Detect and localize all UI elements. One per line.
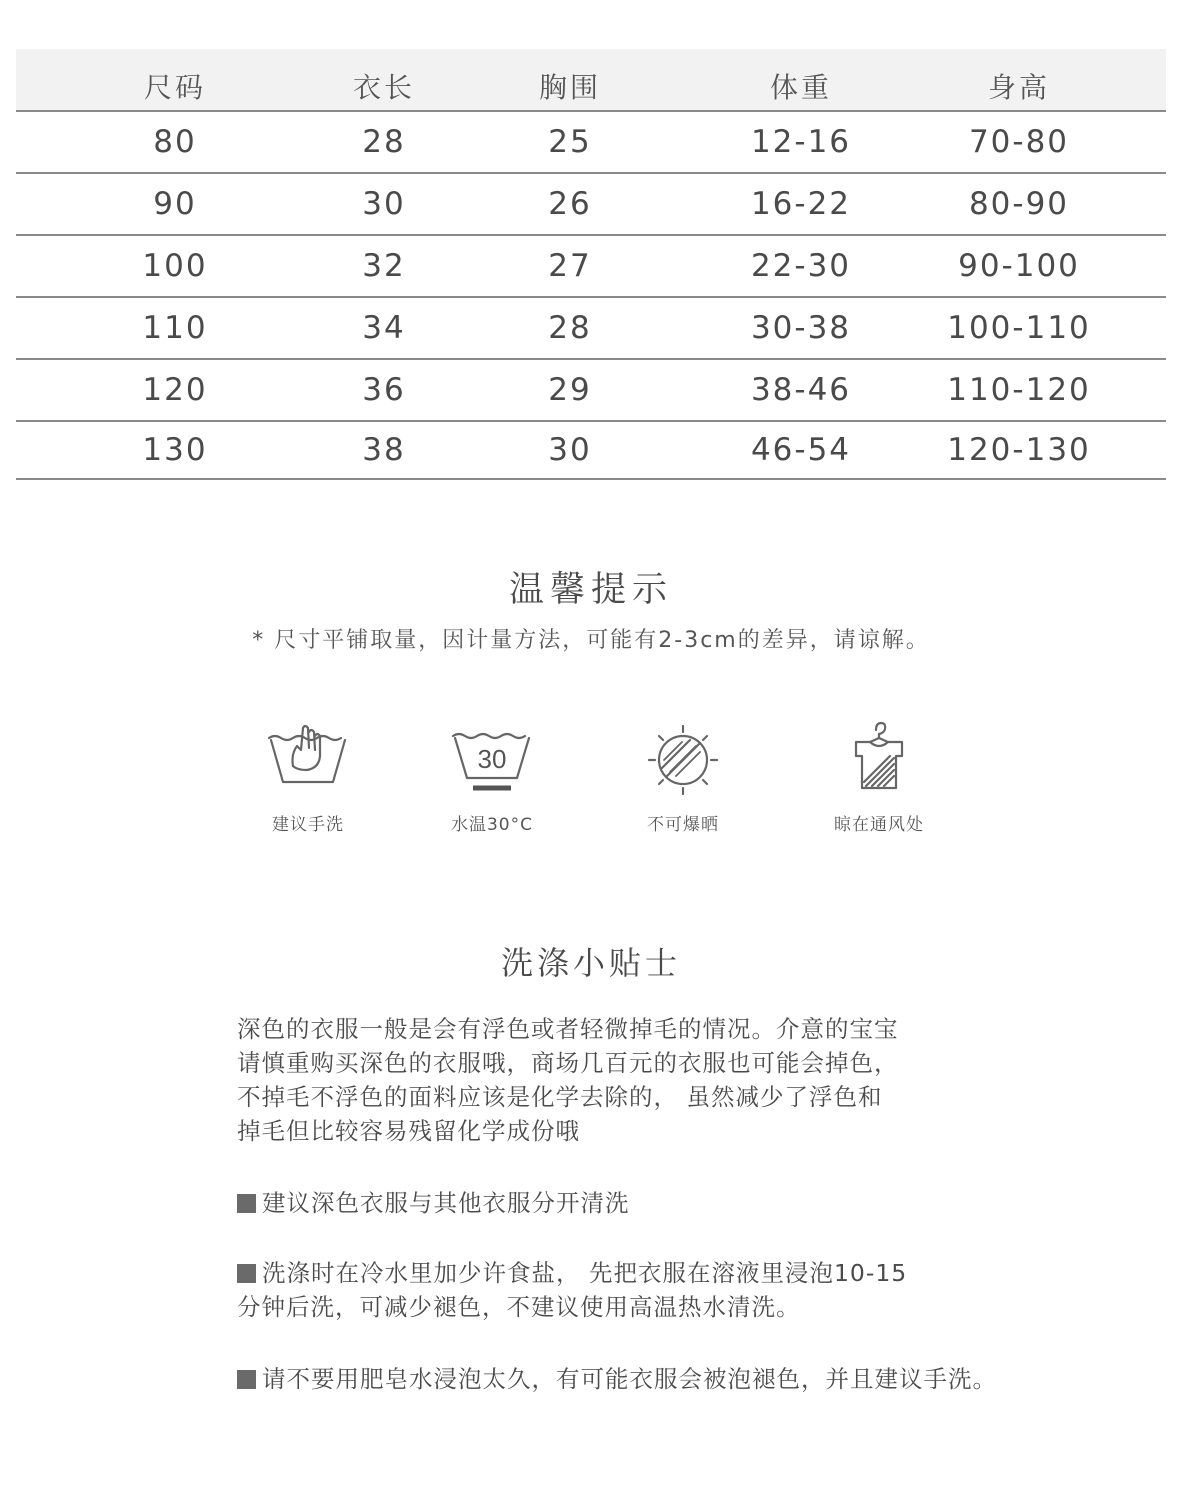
cell-chest: 27	[548, 248, 592, 284]
header-height: 身高	[987, 70, 1050, 104]
size-table	[16, 49, 1166, 480]
cell-length: 34	[362, 310, 406, 346]
cell-weight: 30-38	[750, 310, 852, 346]
water-temp-30-icon	[447, 720, 537, 796]
cell-size: 100	[142, 248, 208, 284]
intro-line: 不掉毛不浮色的面料应该是化学去除的， 虽然减少了浮色和	[237, 1083, 883, 1111]
cell-length: 30	[362, 186, 406, 222]
care-label: 不可爆晒	[647, 815, 719, 835]
washing-tip-1	[237, 1186, 1137, 1220]
table-row	[16, 174, 1166, 236]
header-chest: 胸围	[538, 70, 601, 104]
table-row	[16, 422, 1166, 480]
cell-size: 110	[142, 310, 208, 346]
cell-height: 120-130	[947, 432, 1091, 468]
cell-height: 110-120	[947, 372, 1091, 408]
cell-weight: 38-46	[750, 372, 852, 408]
table-row	[16, 236, 1166, 298]
cell-weight: 46-54	[750, 432, 852, 468]
cell-length: 38	[362, 432, 406, 468]
tip-text: 洗涤时在冷水里加少许食盐， 先把衣服在溶液里浸泡10-15	[262, 1259, 908, 1287]
cell-chest: 29	[548, 372, 592, 408]
washing-intro	[237, 1012, 1137, 1148]
cell-weight: 22-30	[750, 248, 852, 284]
cell-size: 80	[153, 124, 197, 160]
water-temp-value: 30	[477, 744, 507, 774]
tip-text: 建议深色衣服与其他衣服分开清洗	[262, 1189, 630, 1217]
care-water-temp	[412, 720, 572, 835]
header-weight: 体重	[769, 70, 832, 104]
bullet-square-icon	[237, 1370, 256, 1389]
table-row	[16, 112, 1166, 174]
header-length: 衣长	[352, 70, 415, 104]
table-row	[16, 298, 1166, 360]
cell-length: 32	[362, 248, 406, 284]
washing-title: 洗涤小贴士	[500, 944, 681, 982]
care-hand-wash	[228, 720, 388, 835]
care-no-sun	[603, 720, 763, 835]
cell-height: 70-80	[968, 124, 1070, 160]
washing-tip-3	[237, 1362, 1137, 1396]
care-label: 晾在通风处	[834, 815, 924, 835]
care-label: 建议手洗	[272, 815, 344, 835]
cell-size: 130	[142, 432, 208, 468]
care-shade-dry	[799, 720, 959, 835]
cell-length: 28	[362, 124, 406, 160]
hand-wash-icon	[263, 720, 353, 796]
tip-text: 分钟后洗，可减少褪色，不建议使用高温热水清洗。	[237, 1293, 801, 1321]
bullet-square-icon	[237, 1264, 256, 1283]
tips-title: 温馨提示	[508, 570, 673, 610]
cell-chest: 26	[548, 186, 592, 222]
cell-size: 120	[142, 372, 208, 408]
intro-line: 掉毛但比较容易残留化学成份哦	[237, 1117, 580, 1145]
tips-note: * 尺寸平铺取量，因计量方法，可能有2-3cm的差异，请谅解。	[252, 628, 930, 653]
cell-weight: 12-16	[750, 124, 852, 160]
intro-line: 请慎重购买深色的衣服哦，商场几百元的衣服也可能会掉色，	[237, 1049, 899, 1077]
cell-height: 100-110	[947, 310, 1091, 346]
table-header-row	[16, 49, 1166, 112]
table-row	[16, 360, 1166, 422]
cell-size: 90	[153, 186, 197, 222]
cell-height: 90-100	[958, 248, 1080, 284]
cell-chest: 25	[548, 124, 592, 160]
tip-text: 请不要用肥皂水浸泡太久，有可能衣服会被泡褪色，并且建议手洗。	[262, 1365, 997, 1393]
shade-dry-icon	[834, 720, 924, 796]
bullet-square-icon	[237, 1194, 256, 1213]
cell-chest: 28	[548, 310, 592, 346]
cell-weight: 16-22	[750, 186, 852, 222]
no-sun-drying-icon	[638, 720, 728, 796]
cell-chest: 30	[548, 432, 592, 468]
care-label: 水温30°C	[450, 815, 533, 835]
washing-tip-2	[237, 1256, 1137, 1324]
cell-length: 36	[362, 372, 406, 408]
header-size: 尺码	[143, 70, 206, 104]
intro-line: 深色的衣服一般是会有浮色或者轻微掉毛的情况。介意的宝宝	[237, 1015, 899, 1043]
cell-height: 80-90	[968, 186, 1070, 222]
